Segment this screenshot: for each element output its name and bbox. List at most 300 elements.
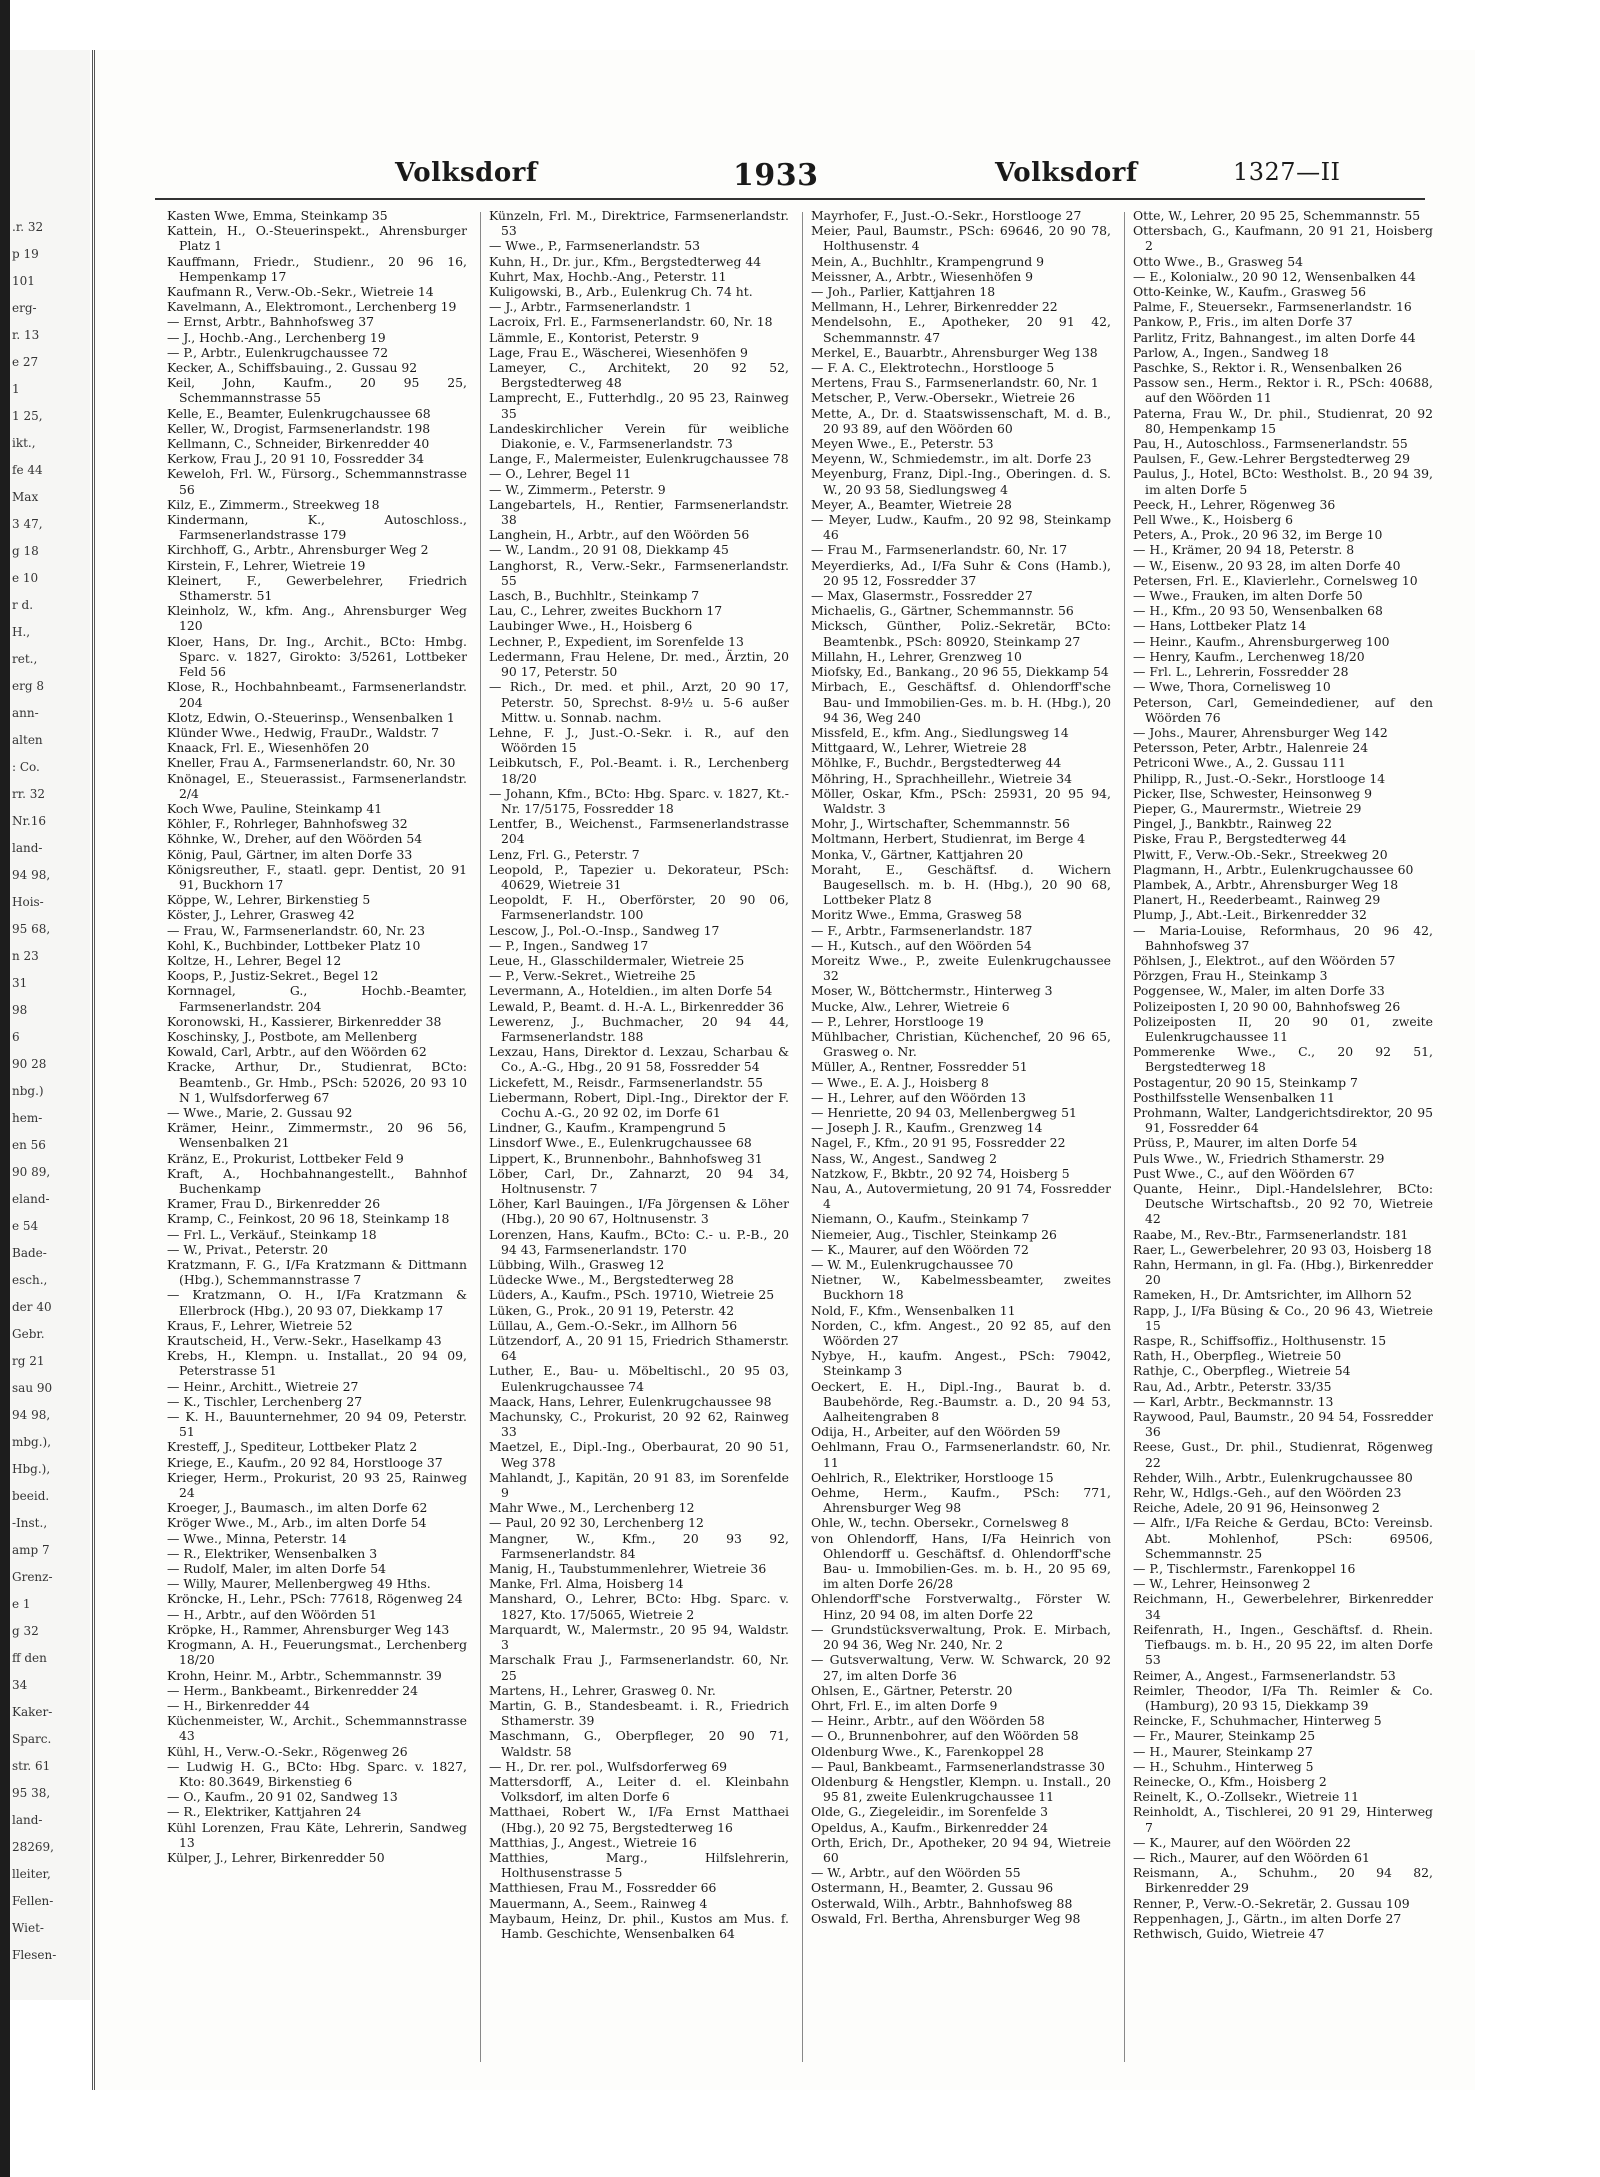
- column-divider: [480, 212, 481, 2062]
- adjacent-page-fragment: alten: [12, 733, 43, 747]
- directory-entry: — Wwe., E. A. J., Hoisberg 8: [811, 1074, 989, 1090]
- directory-entry: Kröger Wwe., M., Arb., im alten Dorfe 54: [167, 1515, 427, 1531]
- directory-entry: Moreitz Wwe., P., zweite Eulenkrugchaussee 32: [811, 952, 1111, 984]
- directory-entry: Manshard, O., Lehrer, BCto: Hbg. Sparc. v. 1827, Kto. 17/5065, Wietreie 2: [489, 1591, 789, 1622]
- directory-entry: Kavelmann, A., Elektromont., Lerchenberg 19: [167, 299, 457, 315]
- adjacent-page-fragment: land-: [12, 1813, 43, 1827]
- directory-entry: — Rudolf, Maler, im alten Dorfe 54: [167, 1561, 386, 1577]
- directory-entry: Lübbing, Wilh., Grasweg 12: [489, 1257, 665, 1273]
- adjacent-page-fragment: 1 25,: [12, 409, 43, 423]
- directory-entry: Krohn, Heinr. M., Arbtr., Schemmannstr. 39: [167, 1667, 442, 1683]
- directory-entry: Lange, F., Malermeister, Eulenkrugchaussee 78: [489, 451, 789, 467]
- directory-entry: Reese, Gust., Dr. phil., Studienrat, Rögenweg 22: [1133, 1439, 1433, 1470]
- directory-entry: Merkel, E., Bauarbtr., Ahrensburger Weg 138: [811, 344, 1098, 360]
- directory-column-1: [167, 208, 467, 2068]
- directory-entry: Kleinert, F., Gewerbelehrer, Friedrich Sthamerstr. 51: [167, 572, 467, 604]
- adjacent-page-fragment: 31: [12, 976, 28, 990]
- directory-entry: Monka, V., Gärtner, Kattjahren 20: [811, 846, 1024, 862]
- directory-entry: Lau, C., Lehrer, zweites Buckhorn 17: [489, 603, 723, 619]
- directory-entry: Matthies, Marg., Hilfslehrerin, Holthusenstrasse 5: [489, 1849, 789, 1881]
- directory-entry: Prohmann, Walter, Landgerichtsdirektor, 20 95 91, Fossredder 64: [1133, 1104, 1433, 1136]
- directory-entry: Reinecke, O., Kfm., Hoisberg 2: [1133, 1773, 1327, 1789]
- column-divider: [1124, 212, 1125, 2062]
- directory-entry: Peeck, H., Lehrer, Rögenweg 36: [1133, 496, 1336, 512]
- directory-entry: Mendelsohn, E., Apotheker, 20 91 42, Schemmannstr. 47: [811, 314, 1111, 345]
- adjacent-page-fragment: 28269,: [12, 1840, 54, 1854]
- directory-entry: Liebermann, Robert, Dipl.-Ing., Direktor der F. Cochu A.-G., 20 92 02, im Dorfe 61: [489, 1089, 789, 1120]
- directory-entry: Lüdecke Wwe., M., Bergstedterweg 28: [489, 1272, 734, 1288]
- adjacent-page-fragment: g 32: [12, 1624, 39, 1638]
- directory-entry: Matthias, J., Angest., Wietreie 16: [489, 1834, 697, 1850]
- directory-entry: Manig, H., Taubstummenlehrer, Wietreie 36: [489, 1561, 767, 1577]
- directory-entry: Otte, W., Lehrer, 20 95 25, Schemmannstr. 55: [1133, 208, 1421, 223]
- directory-entry: Ledermann, Frau Helene, Dr. med., Ärztin, 20 90 17, Peterstr. 50: [489, 648, 789, 680]
- directory-entry: — W. M., Eulenkrugchaussee 70: [811, 1257, 1014, 1273]
- directory-entry: Mayrhofer, F., Just.-O.-Sekr., Horstlooge 27: [811, 208, 1082, 223]
- directory-entry: Rethwisch, Guido, Wietreie 47: [1133, 1925, 1325, 1941]
- directory-entry: Krieger, Herm., Prokurist, 20 93 25, Rainweg 24: [167, 1469, 467, 1501]
- directory-entry: Martin, G. B., Standesbeamt. i. R., Friedrich Sthamerstr. 39: [489, 1697, 789, 1729]
- adjacent-page-fragment: r. 13: [12, 328, 40, 342]
- directory-entry: — K., Tischler, Lerchenberg 27: [167, 1393, 363, 1409]
- directory-entry: Maack, Hans, Lehrer, Eulenkrugchaussee 98: [489, 1393, 772, 1409]
- directory-entry: Otto Wwe., B., Grasweg 54: [1133, 253, 1304, 269]
- adjacent-page-fragment: der 40: [12, 1300, 52, 1314]
- adjacent-page-fragment: hem-: [12, 1111, 43, 1125]
- directory-entry: — J., Hochb.-Ang., Lerchenberg 19: [167, 329, 386, 345]
- directory-entry: Oehlmann, Frau O., Farmsenerlandstr. 60, Nr. 11: [811, 1439, 1111, 1470]
- directory-entry: — W., Zimmerm., Peterstr. 9: [489, 481, 666, 497]
- directory-entry: Nybye, H., kaufm. Angest., PSch: 79042, Steinkamp 3: [811, 1348, 1111, 1379]
- directory-entry: — Joh., Parlier, Kattjahren 18: [811, 284, 996, 300]
- directory-entry: Rehr, W., Hdlgs.-Geh., auf den Wöörden 23: [1133, 1485, 1402, 1501]
- directory-entry: Kröpke, H., Rammer, Ahrensburger Weg 143: [167, 1621, 450, 1637]
- directory-entry: Laubinger Wwe., H., Hoisberg 6: [489, 618, 693, 634]
- directory-entry: — Heinr., Arbtr., auf den Wöörden 58: [811, 1713, 1045, 1729]
- directory-entry: Meissner, A., Arbtr., Wiesenhöfen 9: [811, 268, 1034, 284]
- adjacent-page-fragment: Sparc.: [12, 1732, 52, 1746]
- directory-entry: — Wwe., Marie, 2. Gussau 92: [167, 1104, 353, 1120]
- directory-entry: Koch Wwe, Pauline, Steinkamp 41: [167, 800, 383, 816]
- adjacent-page-fragment: ann-: [12, 706, 39, 720]
- directory-entry: Klose, R., Hochbahnbeamt., Farmsenerlandstr. 204: [167, 679, 467, 710]
- header-place-left: Volksdorf: [395, 158, 538, 188]
- directory-entry: — Johann, Kfm., BCto: Hbg. Sparc. v. 1827, Kt.-Nr. 17/5175, Fossredder 18: [489, 785, 789, 816]
- directory-entry: Mauermann, A., Seem., Rainweg 4: [489, 1895, 708, 1911]
- directory-entry: Meier, Paul, Baumstr., PSch: 69646, 20 90 78, Holthusenstr. 4: [811, 223, 1111, 254]
- directory-entry: Kuhrt, Max, Hochb.-Ang., Peterstr. 11: [489, 268, 727, 284]
- adjacent-page-fragment: sau 90: [12, 1381, 53, 1395]
- directory-entry: Künzeln, Frl. M., Direktrice, Farmsenerlandstr. 53: [489, 208, 789, 239]
- directory-entry: Langebartels, H., Rentier, Farmsenerlandstr. 38: [489, 496, 789, 528]
- directory-entry: Maetzel, E., Dipl.-Ing., Oberbaurat, 20 90 51, Weg 378: [489, 1439, 789, 1470]
- directory-entry: Paschke, S., Rektor i. R., Wensenbalken 26: [1133, 360, 1402, 376]
- directory-entry: Langhorst, R., Verw.-Sekr., Farmsenerlandstr. 55: [489, 557, 789, 588]
- directory-entry: Paterna, Frau W., Dr. phil., Studienrat, 20 92 80, Hempenkamp 15: [1133, 405, 1433, 436]
- directory-entry: Ostermann, H., Beamter, 2. Gussau 96: [811, 1880, 1054, 1896]
- directory-entry: Kraft, A., Hochbahnangestellt., Bahnhof Buchenkamp: [167, 1165, 467, 1196]
- directory-entry: Kracke, Arthur, Dr., Studienrat, BCto: Beamtenb., Gr. Hmb., PSch: 52026, 20 93 10 N 1, Wulfsdorferweg 67: [167, 1059, 467, 1105]
- directory-entry: Martens, H., Lehrer, Grasweg 0. Nr.: [489, 1682, 716, 1698]
- directory-entry: Plwitt, F., Verw.-Ob.-Sekr., Streekweg 20: [1133, 846, 1388, 862]
- directory-entry: Langhein, H., Arbtr., auf den Wöörden 56: [489, 527, 750, 543]
- directory-entry: Kellmann, C., Schneider, Birkenredder 40: [167, 436, 430, 452]
- directory-entry: Puls Wwe., W., Friedrich Sthamerstr. 29: [1133, 1150, 1385, 1166]
- directory-entry: Norden, C., kfm. Angest., 20 92 85, auf den Wöörden 27: [811, 1317, 1111, 1349]
- directory-entry: Plambek, A., Arbtr., Ahrensburger Weg 18: [1133, 876, 1399, 892]
- directory-entry: Petersen, Frl. E., Klavierlehr., Cornelsweg 10: [1133, 572, 1418, 588]
- directory-entry: Köster, J., Lehrer, Grasweg 42: [167, 907, 355, 923]
- directory-entry: — Willy, Maurer, Mellenbergweg 49 Hths.: [167, 1576, 431, 1592]
- directory-entry: Kuhn, H., Dr. jur., Kfm., Bergstedterweg 44: [489, 253, 762, 269]
- directory-entry: Lüllau, A., Gem.-O.-Sekr., im Allhorn 56: [489, 1317, 738, 1333]
- directory-entry: Lasch, B., Buchhltr., Steinkamp 7: [489, 588, 700, 604]
- adjacent-page-fragment: e 54: [12, 1219, 39, 1233]
- directory-entry: Lechner, P., Expedient, im Sorenfelde 13: [489, 633, 744, 649]
- directory-column-2: [489, 208, 789, 2068]
- directory-entry: — K., Maurer, auf den Wöörden 22: [1133, 1834, 1351, 1850]
- adjacent-page-fragment: eland-: [12, 1192, 50, 1206]
- directory-entry: — F., Arbtr., Farmsenerlandstr. 187: [811, 922, 1033, 938]
- adjacent-page-fragment: e 1: [12, 1597, 31, 1611]
- directory-entry: Rahn, Hermann, in gl. Fa. (Hbg.), Birkenredder 20: [1133, 1257, 1433, 1288]
- directory-entry: Rau, Ad., Arbtr., Peterstr. 33/35: [1133, 1378, 1332, 1394]
- adjacent-page-fragment: rg 21: [12, 1354, 45, 1368]
- directory-entry: Knönagel, E., Steuerassist., Farmsenerlandstr. 2/4: [167, 770, 467, 801]
- directory-entry: Pankow, P., Fris., im alten Dorfe 37: [1133, 314, 1353, 330]
- directory-entry: Kühl, H., Verw.-O.-Sekr., Rögenweg 26: [167, 1743, 408, 1759]
- adjacent-page-fragment: 90 89,: [12, 1165, 51, 1179]
- adjacent-page-fragment: ret.,: [12, 652, 38, 666]
- adjacent-page-fragment: n 23: [12, 949, 39, 963]
- directory-entry: — Johs., Maurer, Ahrensburger Weg 142: [1133, 724, 1388, 740]
- directory-entry: — Maria-Louise, Reformhaus, 20 96 42, Bahnhofsweg 37: [1133, 922, 1433, 953]
- directory-entry: Ohlsen, E., Gärtner, Peterstr. 20: [811, 1682, 1013, 1698]
- directory-entry: Keller, W., Drogist, Farmsenerlandstr. 198: [167, 420, 431, 436]
- directory-entry: Petriconi Wwe., A., 2. Gussau 111: [1133, 755, 1346, 771]
- directory-entry: — Rich., Maurer, auf den Wöörden 61: [1133, 1849, 1370, 1865]
- directory-entry: — K., Maurer, auf den Wöörden 72: [811, 1241, 1029, 1257]
- directory-entry: — H., Dr. rer. pol., Wulfsdorferweg 69: [489, 1758, 728, 1774]
- directory-entry: Paulsen, F., Gew.-Lehrer Bergstedterweg 29: [1133, 451, 1410, 467]
- directory-entry: Oldenburg Wwe., K., Farenkoppel 28: [811, 1743, 1044, 1759]
- adjacent-page-fragment: 90 28: [12, 1057, 47, 1071]
- adjacent-page-fragment: nbg.): [12, 1084, 44, 1098]
- directory-entry: — O., Brunnenbohrer, auf den Wöörden 58: [811, 1728, 1079, 1744]
- column-divider: [802, 212, 803, 2062]
- directory-entry: — H., Lehrer, auf den Wöörden 13: [811, 1089, 1026, 1105]
- directory-entry: Klünder Wwe., Hedwig, FrauDr., Waldstr. 7: [167, 724, 440, 740]
- directory-entry: Landeskirchlicher Verein für weibliche Diakonie, e. V., Farmsenerlandstr. 73: [489, 420, 789, 452]
- directory-entry: Moser, W., Böttchermstr., Hinterweg 3: [811, 983, 1053, 999]
- directory-entry: Poggensee, W., Maler, im alten Dorfe 33: [1133, 983, 1385, 999]
- directory-entry: — F. A. C., Elektrotechn., Horstlooge 5: [811, 360, 1055, 376]
- directory-entry: Reppenhagen, J., Gärtn., im alten Dorfe 27: [1133, 1910, 1402, 1926]
- directory-entry: — R., Elektriker, Wensenbalken 3: [167, 1545, 378, 1561]
- directory-entry: Reimer, A., Angest., Farmsenerlandstr. 53: [1133, 1667, 1396, 1683]
- adjacent-page-fragment: Kaker-: [12, 1705, 53, 1719]
- adjacent-page-fragment: 95 68,: [12, 922, 51, 936]
- header-rule: [155, 198, 1425, 200]
- directory-entry: — Wwe., Frauken, im alten Dorfe 50: [1133, 588, 1363, 604]
- directory-entry: Oehme, Herm., Kaufm., PSch: 771, Ahrensburger Weg 98: [811, 1485, 1111, 1516]
- directory-entry: — Max, Glasermstr., Fossredder 27: [811, 588, 1033, 604]
- adjacent-page-fragment: Nr.16: [12, 814, 47, 828]
- directory-entry: Meyenburg, Franz, Dipl.-Ing., Oberingen. d. S. W., 20 93 58, Siedlungsweg 4: [811, 466, 1111, 497]
- directory-entry: Peters, A., Prok., 20 96 32, im Berge 10: [1133, 527, 1383, 543]
- directory-entry: Krogmann, A. H., Feuerungsmat., Lerchenberg 18/20: [167, 1637, 467, 1668]
- directory-entry: Kriege, E., Kaufm., 20 92 84, Horstlooge 37: [167, 1454, 443, 1470]
- adjacent-page-fragment: 34: [12, 1678, 28, 1692]
- directory-entry: Renner, P., Verw.-O.-Sekretär, 2. Gussau 109: [1133, 1895, 1410, 1911]
- directory-entry: Kauffmann, Friedr., Studienr., 20 96 16, Hempenkamp 17: [167, 253, 467, 284]
- directory-entry: Raer, L., Gewerbelehrer, 20 93 03, Hoisberg 18: [1133, 1241, 1432, 1257]
- directory-page: [92, 50, 1475, 2090]
- directory-entry: Lorenzen, Hans, Kaufm., BCto: C.- u. P.-B., 20 94 43, Farmsenerlandstr. 170: [489, 1226, 789, 1257]
- directory-entry: — H., Krämer, 20 94 18, Peterstr. 8: [1133, 542, 1355, 558]
- directory-entry: Meyen Wwe., E., Peterstr. 53: [811, 436, 994, 452]
- directory-entry: Meyerdierks, Ad., I/Fa Suhr & Cons (Hamb.), 20 95 12, Fossredder 37: [811, 557, 1111, 588]
- directory-entry: Pörzgen, Frau H., Steinkamp 3: [1133, 968, 1328, 984]
- directory-entry: Maybaum, Heinz, Dr. phil., Kustos am Mus. f. Hamb. Geschichte, Wensenbalken 64: [489, 1910, 789, 1941]
- directory-entry: — W., Lehrer, Heinsonweg 2: [1133, 1576, 1311, 1592]
- directory-entry: Müller, A., Rentner, Fossredder 51: [811, 1059, 1028, 1075]
- directory-entry: Kleinholz, W., kfm. Ang., Ahrensburger Weg 120: [167, 603, 467, 634]
- adjacent-page-fragment: amp 7: [12, 1543, 50, 1557]
- directory-entry: Kirstein, F., Lehrer, Wietreie 19: [167, 557, 366, 573]
- directory-entry: Lindner, G., Kaufm., Krampengrund 5: [489, 1120, 727, 1136]
- directory-entry: — Gutsverwaltung, Verw. W. Schwarck, 20 92 27, im alten Dorfe 36: [811, 1652, 1111, 1683]
- directory-entry: Möhring, H., Sprachheillehr., Wietreie 34: [811, 770, 1073, 786]
- adjacent-page-fragment: 98: [12, 1003, 28, 1017]
- directory-entry: Quante, Heinr., Dipl.-Handelslehrer, BCto: Deutsche Wirtschaftsb., 20 92 70, Wietreie 42: [1133, 1181, 1433, 1227]
- adjacent-page-fragment: beeid.: [12, 1489, 50, 1503]
- directory-entry: Oeckert, E. H., Dipl.-Ing., Baurat b. d. Baubehörde, Reg.-Baumstr. a. D., 20 94 53, Aalheitengraben 8: [811, 1378, 1111, 1425]
- directory-entry: Reismann, A., Schuhm., 20 94 82, Birkenredder 29: [1133, 1865, 1433, 1896]
- directory-entry: — Paul, Bankbeamt., Farmsenerlandstrasse 30: [811, 1758, 1105, 1774]
- directory-entry: Prüss, P., Maurer, im alten Dorfe 54: [1133, 1135, 1358, 1151]
- directory-entry: Opeldus, A., Kaufm., Birkenredder 24: [811, 1819, 1048, 1835]
- directory-entry: — Kratzmann, O. H., I/Fa Kratzmann & Ellerbrock (Hbg.), 20 93 07, Diekkamp 17: [167, 1287, 467, 1318]
- directory-entry: — P., Verw.-Sekret., Wietreihe 25: [489, 968, 696, 984]
- directory-entry: Keil, John, Kaufm., 20 95 25, Schemmannstrasse 55: [167, 375, 467, 406]
- directory-entry: Maschmann, G., Oberpfleger, 20 90 71, Waldstr. 58: [489, 1728, 789, 1759]
- directory-entry: — H., Kfm., 20 93 50, Wensenbalken 68: [1133, 603, 1383, 619]
- directory-entry: Kroeger, J., Baumasch., im alten Dorfe 62: [167, 1500, 428, 1516]
- adjacent-page-fragment: land-: [12, 841, 43, 855]
- directory-entry: Nagel, F., Kfm., 20 91 95, Fossredder 22: [811, 1135, 1066, 1151]
- directory-entry: Lüders, A., Kaufm., PSch. 19710, Wietreie 25: [489, 1287, 775, 1303]
- directory-entry: Machunsky, C., Prokurist, 20 92 62, Rainweg 33: [489, 1409, 789, 1440]
- directory-entry: — Alfr., I/Fa Reiche & Gerdau, BCto: Vereinsb. Abt. Mohlenhof, PSch: 69506, Schemmannstr. 25: [1133, 1515, 1433, 1561]
- directory-entry: Planert, H., Reederbeamt., Rainweg 29: [1133, 892, 1381, 908]
- directory-entry: — Heinr., Kaufm., Ahrensburgerweg 100: [1133, 633, 1390, 649]
- directory-entry: — R., Elektriker, Kattjahren 24: [167, 1804, 362, 1820]
- directory-entry: Ottersbach, G., Kaufmann, 20 91 21, Hoisberg 2: [1133, 223, 1433, 254]
- directory-entry: — H., Maurer, Steinkamp 27: [1133, 1743, 1313, 1759]
- directory-entry: von Ohlendorff, Hans, I/Fa Heinrich von Ohlendorff u. Geschäftsf. d. Ohlendorff'sche Bau- u. Immobilien-Ges. m. b. H., 20 95 69, im alten Dorfe 26/28: [811, 1530, 1111, 1592]
- directory-entry: Kelle, E., Beamter, Eulenkrugchaussee 68: [167, 405, 431, 421]
- directory-entry: — Frl. L., Lehrerin, Fossredder 28: [1133, 664, 1349, 680]
- directory-entry: Ohrt, Frl. E., im alten Dorfe 9: [811, 1697, 998, 1713]
- directory-entry: König, Paul, Gärtner, im alten Dorfe 33: [167, 846, 413, 862]
- directory-entry: Nau, A., Autovermietung, 20 91 74, Fossredder 4: [811, 1181, 1111, 1212]
- directory-entry: — Ernst, Arbtr., Bahnhofsweg 37: [167, 314, 375, 330]
- adjacent-page-fragment: e 10: [12, 571, 39, 585]
- directory-entry: Manke, Frl. Alma, Hoisberg 14: [489, 1576, 684, 1592]
- directory-entry: Rath, H., Oberpfleg., Wietreie 50: [1133, 1348, 1342, 1364]
- directory-entry: Lentfer, B., Weichenst., Farmsenerlandstrasse 204: [489, 816, 789, 847]
- directory-entry: Otto-Keinke, W., Kaufm., Grasweg 56: [1133, 284, 1366, 300]
- directory-entry: Odija, H., Arbeiter, auf den Wöörden 59: [811, 1424, 1061, 1440]
- scan-black-edge: [0, 0, 10, 2177]
- directory-entry: Königsreuther, F., staatl. gepr. Dentist, 20 91 91, Buckhorn 17: [167, 861, 467, 892]
- adjacent-page-fragment: g 18: [12, 544, 39, 558]
- adjacent-page-fragment: 1: [12, 382, 20, 396]
- directory-entry: Leopoldt, F. H., Oberförster, 20 90 06, Farmsenerlandstr. 100: [489, 892, 789, 923]
- directory-entry: — P., Lehrer, Horstlooge 19: [811, 1013, 984, 1029]
- directory-entry: Koronowski, H., Kassierer, Birkenredder 38: [167, 1013, 442, 1029]
- directory-entry: — H., Birkenredder 44: [167, 1697, 310, 1713]
- directory-entry: Lewerenz, J., Buchmacher, 20 94 44, Farmsenerlandstr. 188: [489, 1013, 789, 1044]
- directory-entry: Nietner, W., Kabelmessbeamter, zweites Buckhorn 18: [811, 1272, 1111, 1303]
- directory-entry: Posthilfsstelle Wensenbalken 11: [1133, 1089, 1335, 1105]
- directory-entry: Kerkow, Frau J., 20 91 10, Fossredder 34: [167, 451, 425, 467]
- directory-entry: — Wwe, Thora, Cornelisweg 10: [1133, 679, 1331, 695]
- directory-entry: Marschalk Frau J., Farmsenerlandstr. 60, Nr. 25: [489, 1652, 789, 1683]
- directory-entry: Philipp, R., Just.-O.-Sekr., Horstlooge 14: [1133, 770, 1386, 786]
- directory-entry: Oldenburg & Hengstler, Klempn. u. Install., 20 95 81, zweite Eulenkrugchaussee 11: [811, 1773, 1111, 1805]
- directory-entry: Lacroix, Frl. E., Farmsenerlandstr. 60, Nr. 18: [489, 314, 773, 330]
- directory-entry: Moraht, E., Geschäftsf. d. Wichern Baugesellsch. m. b. H. (Hbg.), 20 90 68, Lottbeker Platz 8: [811, 861, 1111, 908]
- directory-entry: — W., Arbtr., auf den Wöörden 55: [811, 1865, 1021, 1881]
- directory-entry: — Wwe., Minna, Peterstr. 14: [167, 1530, 347, 1546]
- directory-entry: Möller, Oskar, Kfm., PSch: 25931, 20 95 94, Waldstr. 3: [811, 785, 1111, 816]
- directory-entry: Raywood, Paul, Baumstr., 20 94 54, Fossredder 36: [1133, 1409, 1433, 1440]
- directory-entry: Parlow, A., Ingen., Sandweg 18: [1133, 344, 1329, 360]
- directory-entry: Kraus, F., Lehrer, Wietreie 52: [167, 1317, 353, 1333]
- directory-entry: Matthaei, Robert W., I/Fa Ernst Matthaei (Hbg.), 20 92 75, Bergstedterweg 16: [489, 1804, 789, 1835]
- directory-entry: Mattersdorff, A., Leiter d. el. Kleinbahn Volksdorf, im alten Dorfe 6: [489, 1773, 789, 1805]
- directory-entry: — W., Landm., 20 91 08, Diekkamp 45: [489, 542, 729, 558]
- directory-entry: Rapp, J., I/Fa Büsing & Co., 20 96 43, Wietreie 15: [1133, 1302, 1433, 1333]
- directory-entry: Postagentur, 20 90 15, Steinkamp 7: [1133, 1074, 1358, 1090]
- directory-entry: Lickefett, M., Reisdr., Farmsenerlandstr. 55: [489, 1074, 764, 1090]
- directory-entry: Löher, Karl Bauingen., I/Fa Jörgensen & Löher (Hbg.), 20 90 67, Holtnusenstr. 3: [489, 1196, 789, 1227]
- directory-entry: Reinelt, K., O.-Zollsekr., Wietreie 11: [1133, 1789, 1360, 1805]
- directory-entry: Keweloh, Frl. W., Fürsorg., Schemmannstrasse 56: [167, 466, 467, 497]
- adjacent-page-strip: [10, 50, 90, 2000]
- directory-entry: Lage, Frau E., Wäscherei, Wiesenhöfen 9: [489, 344, 748, 360]
- directory-entry: Kränz, E., Prokurist, Lottbeker Feld 9: [167, 1150, 404, 1166]
- directory-entry: — K. H., Bauunternehmer, 20 94 09, Peterstr. 51: [167, 1409, 467, 1440]
- directory-entry: Natzkow, F., Bkbtr., 20 92 74, Hoisberg 5: [811, 1165, 1070, 1181]
- directory-entry: Kramp, C., Feinkost, 20 96 18, Steinkamp 18: [167, 1211, 450, 1227]
- adjacent-page-fragment: : Co.: [12, 760, 40, 774]
- directory-entry: Kratzmann, F. G., I/Fa Kratzmann & Dittmann (Hbg.), Schemmannstrasse 7: [167, 1257, 467, 1288]
- directory-entry: Pell Wwe., K., Hoisberg 6: [1133, 512, 1294, 528]
- directory-entry: — H., Kutsch., auf den Wöörden 54: [811, 937, 1032, 953]
- directory-entry: Mirbach, E., Geschäftsf. d. Ohlendorff'sche Bau- und Immobilien-Ges. m. b. H. (Hbg.), 20 94 36, Weg 240: [811, 679, 1111, 725]
- directory-entry: — Frau, W., Farmsenerlandstr. 60, Nr. 23: [167, 922, 425, 938]
- directory-entry: Rehder, Wilh., Arbtr., Eulenkrugchaussee 80: [1133, 1469, 1413, 1485]
- directory-entry: Parlitz, Fritz, Bahnangest., im alten Dorfe 44: [1133, 329, 1416, 345]
- directory-entry: Oehlrich, R., Elektriker, Horstlooge 15: [811, 1469, 1054, 1485]
- directory-entry: — Meyer, Ludw., Kaufm., 20 92 98, Steinkamp 46: [811, 512, 1111, 543]
- directory-entry: — E., Kolonialw., 20 90 12, Wensenbalken 44: [1133, 268, 1416, 284]
- directory-entry: Mucke, Alw., Lehrer, Wietreie 6: [811, 998, 1010, 1014]
- directory-entry: Paulus, J., Hotel, BCto: Westholst. B., 20 94 39, im alten Dorfe 5: [1133, 466, 1433, 497]
- adjacent-page-fragment: en 56: [12, 1138, 46, 1152]
- adjacent-page-fragment: 3 47,: [12, 517, 43, 531]
- directory-entry: — W., Privat., Peterstr. 20: [167, 1241, 329, 1257]
- directory-column-3: [811, 208, 1111, 2068]
- directory-entry: Miofsky, Ed., Bankang., 20 96 55, Diekkamp 54: [811, 664, 1109, 680]
- directory-entry: Reichmann, H., Gewerbelehrer, Birkenredder 34: [1133, 1591, 1433, 1622]
- adjacent-page-fragment: r d.: [12, 598, 34, 612]
- directory-entry: Mellmann, H., Lehrer, Birkenredder 22: [811, 299, 1058, 315]
- directory-entry: — P., Tischlermstr., Farenkoppel 16: [1133, 1561, 1356, 1577]
- adjacent-page-fragment: erg-: [12, 301, 37, 315]
- directory-entry: Mahr Wwe., M., Lerchenberg 12: [489, 1500, 695, 1516]
- adjacent-page-fragment: str. 61: [12, 1759, 51, 1773]
- directory-entry: Palme, F., Steuersekr., Farmsenerlandstr. 16: [1133, 299, 1412, 315]
- directory-entry: Ohle, W., techn. Obersekr., Cornelsweg 8: [811, 1515, 1069, 1531]
- directory-entry: Millahn, H., Lehrer, Grenzweg 10: [811, 648, 1022, 664]
- directory-entry: — O., Lehrer, Begel 11: [489, 466, 632, 482]
- directory-entry: Kühl Lorenzen, Frau Käte, Lehrerin, Sandweg 13: [167, 1819, 467, 1850]
- adjacent-page-fragment: ff den: [12, 1651, 47, 1665]
- adjacent-page-fragment: lleiter,: [12, 1867, 51, 1881]
- adjacent-page-fragment: rr. 32: [12, 787, 46, 801]
- directory-entry: — Ludwig H. G., BCto: Hbg. Sparc. v. 1827, Kto: 80.3649, Birkenstieg 6: [167, 1758, 467, 1789]
- directory-entry: — O., Kaufm., 20 91 02, Sandweg 13: [167, 1789, 398, 1805]
- header-place-right: Volksdorf: [995, 158, 1138, 188]
- adjacent-page-fragment: Hbg.),: [12, 1462, 51, 1476]
- directory-entry: — Frl. L., Verkäuf., Steinkamp 18: [167, 1226, 377, 1242]
- directory-column-4: [1133, 208, 1433, 2068]
- adjacent-page-fragment: ikt.,: [12, 436, 36, 450]
- directory-entry: Levermann, A., Hoteldien., im alten Dorfe 54: [489, 983, 773, 999]
- directory-entry: Mühlbacher, Christian, Küchenchef, 20 96 65, Grasweg o. Nr.: [811, 1028, 1111, 1060]
- directory-entry: Mangner, W., Kfm., 20 93 92, Farmsenerlandstr. 84: [489, 1530, 789, 1561]
- directory-entry: Pommerenke Wwe., C., 20 92 51, Bergstedterweg 18: [1133, 1044, 1433, 1075]
- directory-entry: Moltmann, Herbert, Studienrat, im Berge 4: [811, 831, 1086, 847]
- directory-entry: Kloer, Hans, Dr. Ing., Archit., BCto: Hmbg. Sparc. v. 1827, Girokto: 3/5261, Lottbeker Feld 56: [167, 633, 467, 680]
- directory-entry: Nass, W., Angest., Sandweg 2: [811, 1150, 998, 1166]
- directory-entry: Köhler, F., Rohrleger, Bahnhofsweg 32: [167, 816, 408, 832]
- directory-entry: — Grundstücksverwaltung, Prok. E. Mirbach, 20 94 36, Weg Nr. 240, Nr. 2: [811, 1621, 1111, 1653]
- directory-entry: — Joseph J. R., Kaufm., Grenzweg 14: [811, 1120, 1043, 1136]
- directory-entry: Lamprecht, E., Futterhdlg., 20 95 23, Rainweg 35: [489, 390, 789, 421]
- directory-entry: Moritz Wwe., Emma, Grasweg 58: [811, 907, 1022, 923]
- directory-entry: Kornnagel, G., Hochb.-Beamter, Farmsenerlandstr. 204: [167, 983, 467, 1014]
- adjacent-page-fragment: mbg.),: [12, 1435, 52, 1449]
- directory-entry: Polizeiposten II, 20 90 01, zweite Eulenkrugchaussee 11: [1133, 1013, 1433, 1044]
- directory-entry: Plump, J., Abt.-Leit., Birkenredder 32: [1133, 907, 1367, 923]
- directory-entry: Meyenn, W., Schmiedemstr., im alt. Dorfe 23: [811, 451, 1092, 467]
- directory-entry: Micksch, Günther, Poliz.-Sekretär, BCto: Beamtenbk., PSch: 80920, Steinkamp 27: [811, 618, 1111, 649]
- directory-entry: Küchenmeister, W., Archit., Schemmannstrasse 43: [167, 1713, 467, 1744]
- directory-entry: Olde, G., Ziegeleidir., im Sorenfelde 3: [811, 1804, 1049, 1820]
- directory-columns: [167, 208, 1435, 2068]
- directory-entry: Rathje, C., Oberpfleg., Wietreie 54: [1133, 1363, 1351, 1379]
- directory-entry: Nold, F., Kfm., Wensenbalken 11: [811, 1302, 1016, 1318]
- directory-entry: — Frau M., Farmsenerlandstr. 60, Nr. 17: [811, 542, 1068, 558]
- directory-entry: Pöhlsen, J., Elektrot., auf den Wöörden 57: [1133, 952, 1396, 968]
- adjacent-page-fragment: Hois-: [12, 895, 44, 909]
- directory-entry: Plagmann, H., Arbtr., Eulenkrugchaussee 60: [1133, 861, 1414, 877]
